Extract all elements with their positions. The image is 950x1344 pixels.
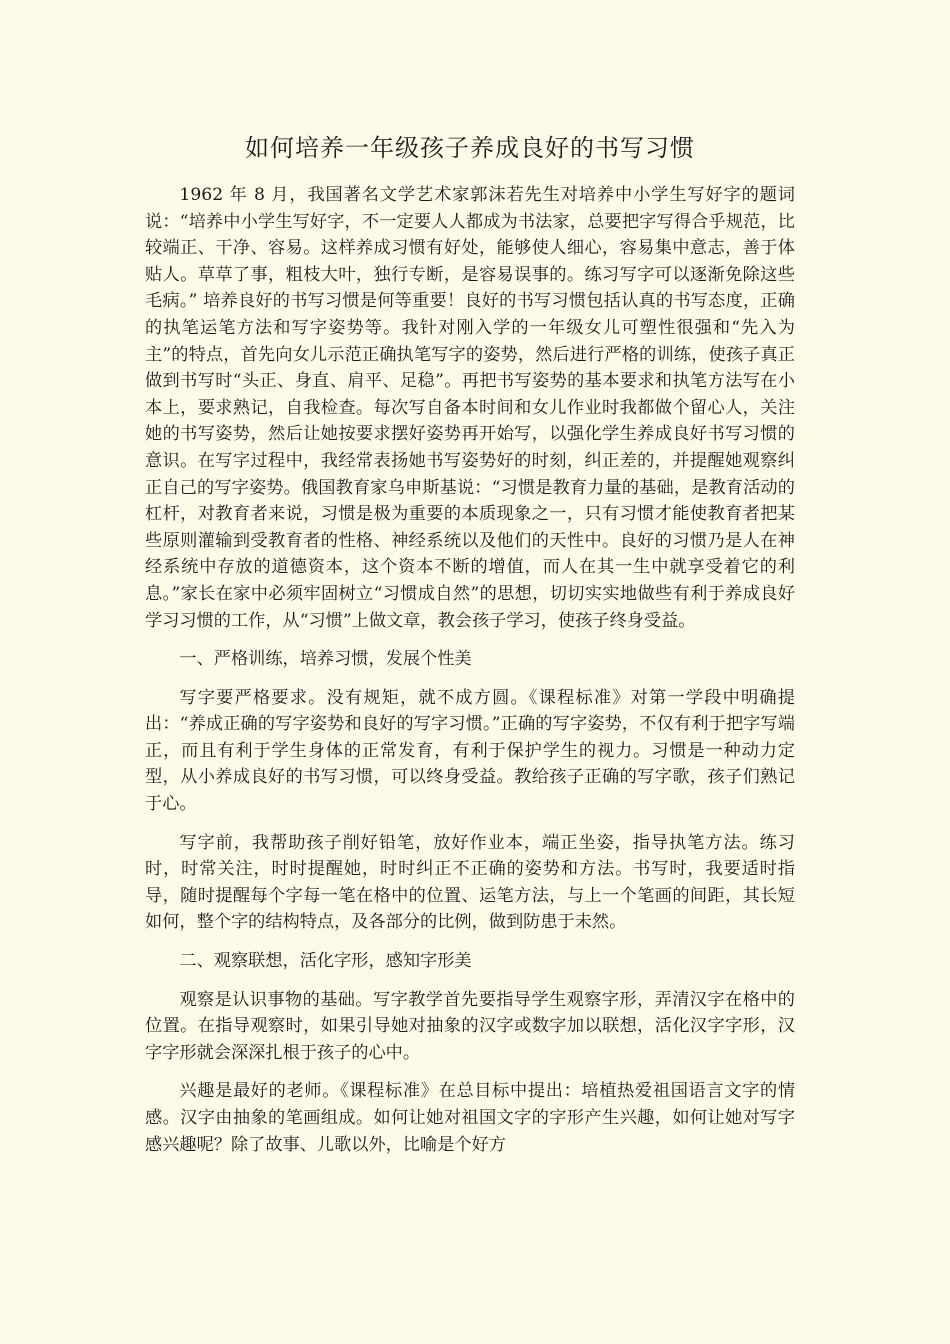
section-heading-2: 二、观察联想，活化字形，感知字形美 xyxy=(179,951,472,972)
document-title: 如何培养一年级孩子养成良好的书写习惯 xyxy=(245,134,695,162)
paragraph-section2-b: 兴趣是最好的老师。《课程标准》在总目标中提出：培植热爱祖国语言文字的情感。汉字由抽象的笔画组成。如何让她对祖国文字的字形产生兴趣，如何让她对写字感兴趣呢？除了故事、儿歌以外，比喻是个好方 xyxy=(145,1081,795,1155)
paragraph-section2-a: 观察是认识事物的基础。写字教学首先要指导学生观察字形，弄清汉字在格中的位置。在指导观察时，如果引导她对抽象的汉字或数字加以联想，活化汉字字形，汉字字形就会深深扎根于孩子的心中。 xyxy=(145,989,795,1063)
document-body xyxy=(145,128,795,1170)
paragraph-intro: 1962 年 8 月，我国著名文学艺术家郭沫若先生对培养中小学生写好字的题词说：“培养中小学生写好字，不一定要人人都成为书法家，总要把字写得合乎规范，比较端正、干净、容易。这样养成习惯有好处，能够使人细心，容易集中意志，善于体贴人。草草了事，粗枝大叶，独行专断，是容易误事的。练习写字可以逐渐免除这些毛病。” 培养良好的书写习惯是何等重要！良好的书写习惯包括认真的书写态度，正确的执笔运笔方法和写字姿势等。我针对刚入学的一年级女儿可塑性很强和“先入为主”的特点，首先向女儿示范正确执笔写字的姿势，然后进行严格的训练，使孩子真正做到书写时“头正、身直、肩平、足稳”。再把书写姿势的基本要求和执笔方法写在小本上，要求熟记，自我检查。每次写自备本时间和女儿作业时我都做个留心人，关注她的书写姿势，然后让她按要求摆好姿势再开始写，以强化学生养成良好书写习惯的意识。在写字过程中，我经常表扬她书写姿势好的时刻，纠正差的，并提醒她观察纠正自己的写字姿势。俄国教育家乌申斯基说：“习惯是教育力量的基础，是教育活动的杠杆，对教育者来说，习惯是极为重要的本质现象之一，只有习惯才能使教育者把某些原则灌输到受教育者的性格、神经系统以及他们的天性中。良好的习惯乃是人在神经系统中存放的道德资本，这个资本不断的增值，而人在其一生中就享受着它的利息。”家长在家中必须牢固树立“习惯成自然”的思想，切切实实地做些有利于养成良好学习习惯的工作，从“习惯”上做文章，教会孩子学习，使孩子终身受益。 xyxy=(145,185,795,631)
paragraph-section1-b: 写字前，我帮助孩子削好铅笔，放好作业本，端正坐姿，指导执笔方法。练习时，时常关注，时时提醒她，时时纠正不正确的姿势和方法。书写时，我要适时指导，随时提醒每个字每一笔在格中的位置、运笔方法，与上一个笔画的间距，其长短如何，整个字的结构特点，及各部分的比例，做到防患于未然。 xyxy=(145,832,795,933)
paragraph-section1-a: 写字要严格要求。没有规矩，就不成方圆。《课程标准》对第一学段中明确提出：“养成正确的写字姿势和良好的写字习惯。”正确的写字姿势，不仅有利于把字写端正，而且有利于学生身体的正常发育，有利于保护学生的视力。习惯是一种动力定型，从小养成良好的书写习惯，可以终身受益。教给孩子正确的写字歌，孩子们熟记于心。 xyxy=(145,687,795,815)
section-heading-1: 一、严格训练，培养习惯，发展个性美 xyxy=(179,649,472,670)
